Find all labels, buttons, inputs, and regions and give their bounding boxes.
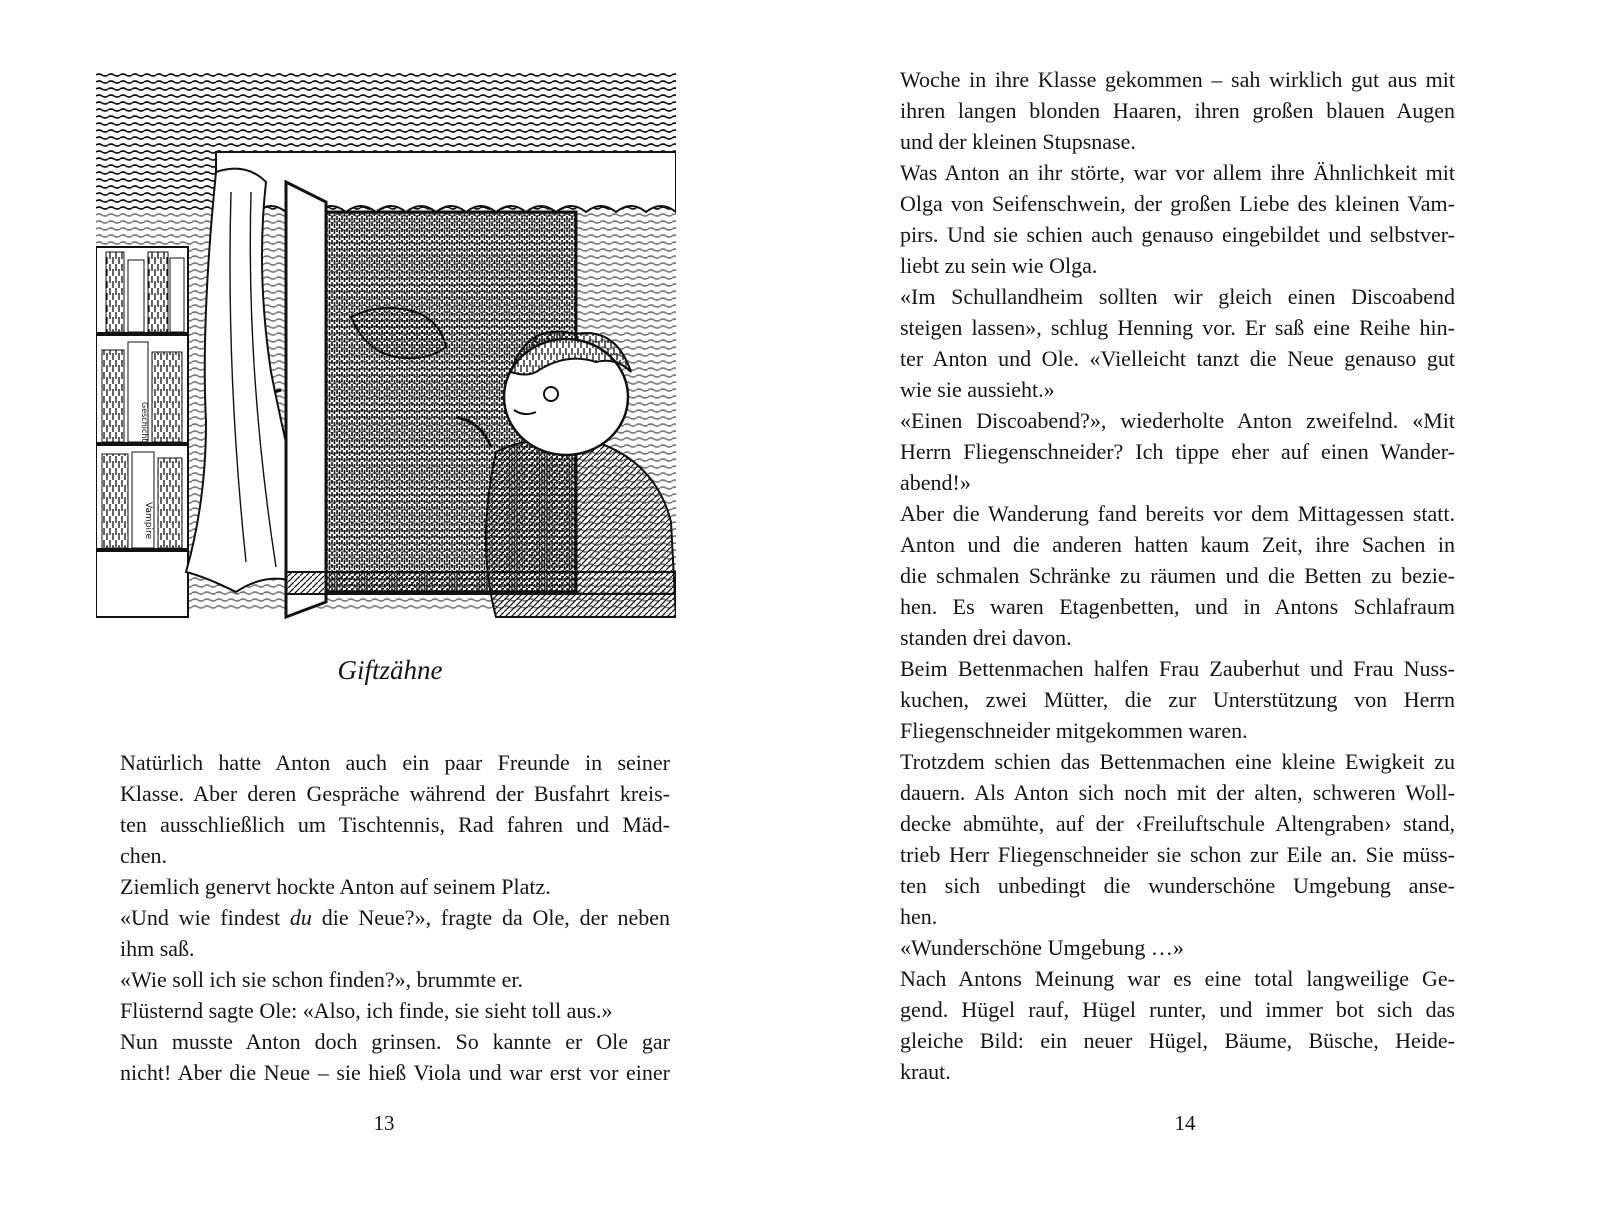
text-line: Olga von Seifenschwein, der großen Liebe des kleinen Vam-: [900, 191, 1455, 216]
text-line: Natürlich hatte Anton auch ein paar Freunde in seiner: [120, 750, 670, 775]
text-line: Anton und die anderen hatten kaum Zeit, ihre Sachen in: [900, 532, 1455, 557]
chapter-title: Giftzähne: [337, 655, 443, 685]
text-line: ten ausschließlich um Tischtennis, Rad fahren und Mäd-: [120, 812, 670, 837]
page-number-left: 13: [373, 1111, 395, 1135]
text-run: die Neue?», fragte da Ole, der neben: [311, 905, 670, 930]
emphasis-text: du: [289, 905, 312, 930]
text-line: «Wunderschöne Umgebung …»: [900, 935, 1184, 960]
text-line: Was Anton an ihr störte, war vor allem ihre Ähnlichkeit mit: [900, 160, 1455, 185]
right-page: [800, 0, 1600, 1216]
text-line: «Einen Discoabend?», wiederholte Anton zweifelnd. «Mit: [900, 408, 1455, 433]
text-line: chen.: [120, 843, 168, 868]
text-line: und der kleinen Stupsnase.: [900, 129, 1136, 154]
text-line: Ziemlich genervt hockte Anton auf seinem Platz.: [120, 874, 551, 899]
text-line: «Wie soll ich sie schon finden?», brummte er.: [120, 967, 523, 992]
page-number-right: 14: [1174, 1111, 1196, 1135]
text-line: Woche in ihre Klasse gekommen – sah wirklich gut aus mit: [900, 67, 1455, 92]
text-line: ter Anton und Ole. «Vielleicht tanzt die Neue genauso gut: [900, 346, 1455, 371]
text-line: hen.: [900, 904, 938, 929]
bookshelf: [96, 247, 188, 617]
text-line: dauern. Als Anton sich noch mit der alten, schweren Woll-: [900, 780, 1455, 805]
text-line: hen. Es waren Etagenbetten, und in Antons Schlafraum: [900, 594, 1455, 619]
text-line: ten sich unbedingt die wunderschöne Umgebung anse-: [900, 873, 1455, 898]
text-line: Nach Antons Meinung war es eine total langweilige Ge-: [900, 966, 1455, 991]
text-line: wie sie aussieht.»: [900, 377, 1055, 402]
text-line: Klasse. Aber deren Gespräche während der Busfahrt kreis-: [120, 781, 670, 806]
text-line: kraut.: [900, 1059, 951, 1084]
text-line: Trotzdem schien das Bettenmachen eine kleine Ewigkeit zu: [900, 749, 1455, 774]
text-line: gleiche Bild: ein neuer Hügel, Bäume, Büsche, Heide-: [900, 1028, 1455, 1053]
text-run: «Und wie findest: [120, 905, 290, 930]
text-line: steigen lassen», schlug Henning vor. Er saß eine Reihe hin-: [900, 315, 1455, 340]
text-line: nicht! Aber die Neue – sie hieß Viola und war erst vor einer: [120, 1060, 670, 1085]
text-line: Beim Bettenmachen halfen Frau Zauberhut und Frau Nuss-: [900, 656, 1455, 681]
text-line: pirs. Und sie schien auch genauso eingebildet und selbstver-: [900, 222, 1455, 247]
text-line: ihren langen blonden Haaren, ihren großen blauen Augen: [900, 98, 1455, 123]
text-line: Herrn Fliegenschneider? Ich tippe eher auf einen Wander-: [900, 439, 1455, 464]
window-sash: [286, 182, 326, 617]
text-line: standen drei davon.: [900, 625, 1072, 650]
left-body-text: [120, 747, 670, 1088]
spine-label-history: Geschichte: [140, 402, 149, 447]
text-line: decke abmühte, auf der ‹Freiluftschule Altengraben› stand,: [900, 811, 1455, 836]
text-line: gend. Hügel rauf, Hügel runter, und immer bot sich das: [900, 997, 1455, 1022]
text-line: Flüsternd sagte Ole: «Also, ich finde, sie sieht toll aus.»: [120, 998, 613, 1023]
text-line: kuchen, zwei Mütter, die zur Unterstützung von Herrn: [900, 687, 1455, 712]
chapter-illustration: [96, 72, 676, 634]
text-line: «Im Schullandheim sollten wir gleich einen Discoabend: [900, 284, 1455, 309]
text-line: die schmalen Schränke zu räumen und die Betten zu bezie-: [900, 563, 1455, 588]
right-body-text: [900, 64, 1455, 1087]
spine-label-vampire: Vampire: [143, 502, 153, 539]
text-line: abend!»: [900, 470, 971, 495]
text-line: Nun musste Anton doch grinsen. So kannte er Ole gar: [120, 1029, 670, 1054]
text-line: trieb Herr Fliegenschneider sie schon zur Eile an. Sie müss-: [900, 842, 1455, 867]
text-line: ihm saß.: [120, 936, 195, 961]
text-line: Aber die Wanderung fand bereits vor dem Mittagessen statt.: [900, 501, 1455, 526]
text-line: [120, 902, 670, 933]
text-line: Fliegenschneider mitgekommen waren.: [900, 718, 1248, 743]
text-line: liebt zu sein wie Olga.: [900, 253, 1098, 278]
